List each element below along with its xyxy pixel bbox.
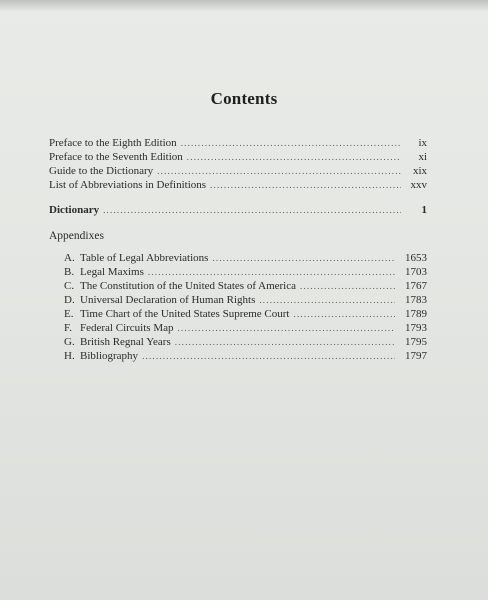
toc-entry-page: 1703 xyxy=(405,266,427,278)
toc-entry-page: xix xyxy=(412,165,427,177)
toc-entry-preface-eighth xyxy=(49,136,427,150)
toc-entry-label: Table of Legal Abbreviations xyxy=(80,252,209,264)
appendix-letter: D. xyxy=(64,294,75,306)
toc-appendix-f xyxy=(64,321,427,335)
toc-entry-label: Preface to the Eighth Edition xyxy=(49,137,177,149)
appendix-letter: F. xyxy=(64,322,72,334)
toc-appendix-b xyxy=(64,265,427,279)
dot-leader xyxy=(142,349,395,363)
dot-leader xyxy=(210,178,401,192)
appendixes-heading: Appendixes xyxy=(49,230,104,242)
toc-entry-label: British Regnal Years xyxy=(80,336,171,348)
toc-entry-page: xi xyxy=(418,151,427,163)
toc-appendix-g xyxy=(64,335,427,349)
toc-entry-page: 1793 xyxy=(405,322,427,334)
toc-appendix-d xyxy=(64,293,427,307)
dot-leader xyxy=(259,293,395,307)
toc-appendix-e xyxy=(64,307,427,321)
dot-leader xyxy=(212,251,395,265)
dot-leader xyxy=(175,335,395,349)
appendix-letter: G. xyxy=(64,336,75,348)
toc-entry-label: Dictionary xyxy=(49,204,100,216)
toc-entry-guide xyxy=(49,164,427,178)
toc-appendix-a xyxy=(64,251,427,265)
toc-entry-dictionary xyxy=(49,203,427,217)
dot-leader xyxy=(148,265,395,279)
toc-entry-label: Bibliography xyxy=(80,350,139,362)
toc-entry-label: List of Abbreviations in Definitions xyxy=(49,179,207,191)
appendix-letter: A. xyxy=(64,252,75,264)
toc-entry-page: 1795 xyxy=(405,336,427,348)
toc-appendix-c xyxy=(64,279,427,293)
dot-leader xyxy=(177,321,395,335)
dot-leader xyxy=(294,307,396,321)
appendix-letter: B. xyxy=(64,266,75,278)
dot-leader xyxy=(187,150,401,164)
toc-entry-label: Universal Declaration of Human Rights xyxy=(80,294,256,306)
toc-entry-page: 1653 xyxy=(405,252,427,264)
toc-entry-page: 1783 xyxy=(405,294,427,306)
appendix-letter: E. xyxy=(64,308,74,320)
toc-entry-preface-seventh xyxy=(49,150,427,164)
toc-entry-page: 1789 xyxy=(405,308,427,320)
toc-entry-label: The Constitution of the United States of America xyxy=(80,280,296,292)
toc-entry-label: Legal Maxims xyxy=(80,266,144,278)
toc-entry-abbreviations-list xyxy=(49,178,427,192)
page-edge-shadow xyxy=(0,0,488,12)
toc-entry-label: Preface to the Seventh Edition xyxy=(49,151,183,163)
appendix-letter: C. xyxy=(64,280,75,292)
toc-entry-page: ix xyxy=(418,137,427,149)
dot-leader xyxy=(181,136,401,150)
dot-leader xyxy=(300,279,395,293)
toc-entry-page: xxv xyxy=(410,179,427,191)
toc-entry-label: Time Chart of the United States Supreme Court xyxy=(80,308,290,320)
dot-leader xyxy=(157,164,401,178)
contents-title: Contents xyxy=(210,89,278,108)
dot-leader xyxy=(103,203,401,217)
toc-entry-page: 1767 xyxy=(405,280,427,292)
toc-entry-label: Guide to the Dictionary xyxy=(49,165,154,177)
toc-entry-label: Federal Circuits Map xyxy=(80,322,174,334)
toc-entry-page: 1797 xyxy=(405,350,427,362)
toc-entry-page: 1 xyxy=(421,204,427,216)
appendix-letter: H. xyxy=(64,350,75,362)
toc-appendix-h xyxy=(64,349,427,363)
